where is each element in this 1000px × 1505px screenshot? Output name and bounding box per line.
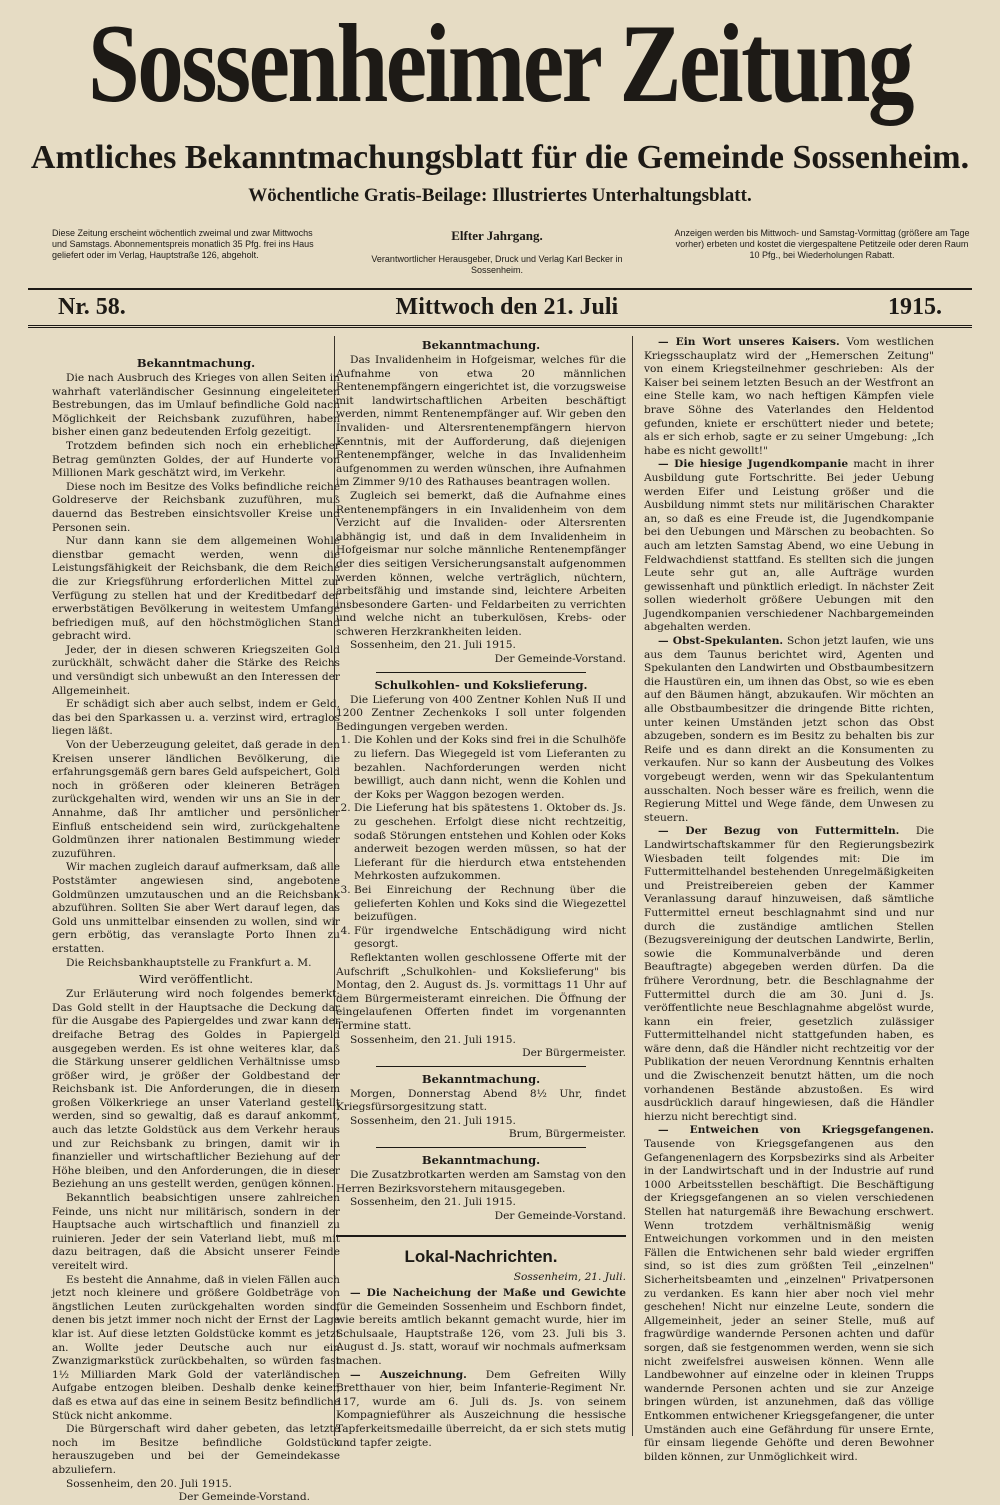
- news-text: für die Gemeinden Sossenheim und Eschborn findet, wie bereits amtlich bekannt gemacht wurde, hier im Schulsaale, Hauptstraße 126, vom 23. Juli bis 3. August d. Js. statt, worauf wir nochmals aufmerksam machen.: [336, 1300, 626, 1367]
- notice-heading: Bekanntmachung.: [421, 338, 541, 352]
- paragraph: Die Lieferung von 400 Zentner Kohlen Nuß II und 1200 Zentner Zechenkoks I soll unter folgenden Bedingungen vergeben werden.: [336, 693, 626, 733]
- supplement-line: Wöchentliche Gratis-Beilage: Illustriertes Unterhaltungsblatt.: [248, 185, 752, 206]
- subscription-info: Diese Zeitung erscheint wöchentlich zweimal und zwar Mittwochs und Samstags. Abonnementspreis monatlich 35 Pfg. frei ins Haus geliefert oder im Verlag, Hauptstraße 126, abgeholt.: [52, 228, 314, 260]
- notice-heading: Bekanntmachung.: [421, 1153, 541, 1168]
- volume-year: Elfter Jahrgang.: [451, 228, 543, 243]
- signature: Brum, Bürgermeister.: [508, 1128, 626, 1141]
- paragraph: Die Bürgerschaft wird daher gebeten, das letzte noch im Besitze befindliche Goldstück herauszugeben und bei der Gemeindekasse abzuliefern.: [52, 1423, 340, 1476]
- news-text: Tausende von Kriegsgefangenen aus den Gefangenenlagern des Korpsbezirks sind als Arbeiter in der Landwirtschaft und in der Industrie auf rund 1000 Arbeitsstellen beschäftigt. Die Beschäftigung der Kriegsgefangenen an so vielen verschiedenen Stellen hat naturgemäß ihre Bewachung erschwert. Wenn trotzdem verhältnismäßig wenig Entweichungen vorkommen und in den meisten Fällen die Entwichenen sehr bald wieder ergriffen sind, so ist dies zum größten Teil „einzelnen" Sicherheitsbeamten und „einzelnen" Privatpersonen zu verdanken. Es kann hier aber noch viel mehr geschehen! Nicht nur einzelne Leute, sondern die Allgemeinheit, jeder an seiner Stelle, muß auf fragwürdige wandernde Personen achten und dafür sorgen, daß sie festgenommen werden, wenn sie sich nicht zweifelsfrei ausweisen können. Wenn alle Landbewohner auf einzelne oder in kleinen Trupps wandernde Personen achten und sie zur Anzeige bringen würden, ist anzunehmen, daß das völlige Entkommen entwichener Kriegsgefangener, die unter Umständen auch eine Gefährdung für unsere Ernte, für einsam liegende Gehöfte und deren Bewohner bilden können, zur Unmöglichkeit wird.: [644, 1138, 934, 1463]
- divider: [376, 1066, 586, 1067]
- dateline: Sossenheim, den 21. Juli 1915.: [350, 639, 516, 652]
- column-rule: [632, 336, 633, 1436]
- news-text: Vom westlichen Kriegsschauplatz wird der „Hemerschen Zeitung" von einem Kriegsteilnehmer geschrieben: Als der Kaiser bei seinem letzten Besuch an der Westfront an eine Stelle kam, wo nach heftigen Kämpfen viele brave Söhne des Vaterlandes den Heldentod gefunden, kniete er erschüttert nieder und betete; als er sich erhob, sagte er zu seiner Umgebung: „Ich habe es nicht gewollt!": [644, 336, 934, 457]
- signature: Die Reichsbankhauptstelle zu Frankfurt a. M.: [66, 956, 312, 969]
- news-text: Schon jetzt laufen, wie uns aus dem Taunus berichtet wird, Agenten und Spekulanten den Landwirten und Obstbaumbesitzern die Haustüren ein, um ihnen das Obst, so wie es eben auf den Bäumen hängt, abzukaufen. Wir möchten an alle Obstbaumbesitzer die dringende Bitte richten, unter keinen Umständen jetzt schon das Obst abzugeben, sondern es im Besitz zu behalten bis zur Reife und es dann direkt an die Konsumenten zu verkaufen. Nur so kann der Ausbeutung des Volkes vorgebeugt werden, wenn wir das Spekulantentum ausschalten. Noch besser wäre es freilich, wenn die Regierung Mittel und Wege fände, dem Unwesen zu steuern.: [644, 635, 934, 824]
- info-bar: [52, 228, 972, 280]
- news-lead: — Ein Wort unseres Kaisers.: [658, 336, 840, 348]
- list-item: 4. Für irgendwelche Entschädigung wird nicht gesorgt.: [354, 925, 626, 952]
- paragraph: Reflektanten wollen geschlossene Offerte mit der Aufschrift „Schulkohlen- und Kokslieferung" bis Montag, den 2. August ds. Js. vormittags 11 Uhr auf dem Bürgermeisteramt einreichen. Die Öffnung der eingelaufenen Offerten findet im vorgenannten Termine statt.: [336, 951, 626, 1032]
- paragraph: Von der Ueberzeugung geleitet, daß gerade in den Kreisen unserer ländlichen Bevölkerung, die erfahrungsgemäß gern bares Geld aufspeichert, Gold noch in größeren oder kleineren Beträgen zurückgehalten wird, wenden wir uns an Sie in der Annahme, daß Ihr amtlicher und persönlicher Einfluß entscheidend sein wird, zurückgehaltene Goldmünzen ihrer nationalen Bestimmung wieder zuzuführen.: [52, 739, 341, 860]
- column-1: [52, 336, 341, 1504]
- notice-heading: Bekanntmachung.: [421, 1071, 541, 1086]
- signature: Der Gemeinde-Vorstand.: [494, 1209, 626, 1222]
- list-item: 2. Die Lieferung hat bis spätestens 1. Oktober ds. Js. zu geschehen. Erfolgt diese nicht rechtzeitig, sodaß Störungen entstehen und Kohlen oder Koks anderweit bezogen werden müssen, so hat der Lieferant für die hierdurch etwa entstehenden Mehrkosten aufzukommen.: [354, 802, 626, 884]
- news-text: Die Landwirtschaftskammer für den Regierungsbezirk Wiesbaden teilt folgendes mit: Die im Futtermittelhandel bestehenden Unregelmäßigkeiten und Preistreibereien geben der Kammer Veranlassung darauf hinzuweisen, daß sämtliche Futtermittel erneut beschlagnahmt sind und nur durch die zuständige amtlichen Stellen (Bezugsvereinigung der deutschen Landwirte, Berlin, sowie die Kommunalverbände und deren Beauftragte) abgegeben werden dürfen. Da die frühere Verordnung, betr. die Beschlagnahme der Futtermittel durch die am 30. Juni d. Js. veröffentlichte neue Beschlagnahme abgelöst wurde, kann ein freier, gesetzlich zulässiger Futtermittelhandel nicht stattgefunden haben, es wäre denn, daß die Händler nicht rechtzeitig vor der Publikation der neuen Verordnung Kenntnis erhalten und die Zwischenzeit benutzt hätten, um die noch vorhandenen Bestände abzustoßen. Es wird ausdrücklich darauf hingewiesen, daß die Händler hierzu nicht berechtigt sind.: [644, 825, 934, 1123]
- notice-heading: Bekanntmachung.: [136, 356, 256, 370]
- publisher-line: Verantwortlicher Herausgeber, Druck und Verlag Karl Becker in Sossenheim.: [371, 254, 623, 275]
- news-lead: — Die hiesige Jugendkompanie: [658, 458, 849, 471]
- issue-bar: [28, 288, 972, 328]
- news-text: macht in ihrer Ausbildung gute Fortschritte. Bei jeder Uebung werden Eifer und Leistung größer und die Ausbildung nimmt stets nur militärischen Charakter an, so daß es eine Freude ist, die Jugendkompanie bei den Uebungen und Märschen zu beobachten. So auch am letzten Samstag Abend, wo eine Uebung in Feldwachdienst stattfand. Es stellten sich die jungen Leute sehr gut an, alle Aufträge wurden gewissenhaft und pünktlich erledigt. In nächster Zeit sollen wiederholt größere Uebungen mit den Jugendkompanien verschiedener Nachbargemeinden abgehalten werden.: [644, 458, 934, 634]
- paragraph: Diese noch im Besitze des Volks befindliche reiche Goldreserve der Reichsbank zuzuführen, muß dauernd das Bestreben einsichtsvoller Kreise und Personen sein.: [52, 480, 340, 534]
- column-2: [336, 336, 626, 1449]
- paragraph: Jeder, der in diesen schweren Kriegszeiten Gold zurückhält, schwächt daher die Stärke des Reichs und versündigt sich unbewußt an den Interessen der Allgemeinheit.: [52, 643, 340, 697]
- paragraph: Wir machen zugleich darauf aufmerksam, daß alle Poststämter angewiesen sind, angebotene Goldmünzen umzutauschen und an die Reichsbank abzuführen. Sollten Sie aber Wert darauf legen, das Gold uns unmittelbar einsenden zu wollen, sind wir gern erbötig, das veranslagte Porto Ihnen zu erstatten.: [52, 861, 340, 955]
- paragraph: Die nach Ausbruch des Krieges von allen Seiten in wahrhaft vaterländischer Gesinnung eingeleiteten Bestrebungen, das im Umlauf befindliche Gold nach Möglichkeit der Reichsbank zuzuführen, haben bisher einen ganz bedeutenden Erfolg gezeitigt.: [52, 372, 340, 439]
- news-lead: — Der Bezug von Futtermitteln.: [658, 825, 900, 838]
- notice-heading: Schulkohlen- und Kokslieferung.: [374, 677, 588, 692]
- list-item: 1. Die Kohlen und der Koks sind frei in die Schulhöfe zu liefern. Das Wiegegeld ist vom Lieferanten zu bezahlen. Nachforderungen werden nicht bewilligt, auch dann nicht, wenn die Kohlen und der Koks per Waggon bezogen werden.: [354, 734, 626, 802]
- masthead: [0, 2, 1000, 208]
- column-3: [644, 336, 934, 1463]
- news-lead: — Entweichen von Kriegsgefangenen.: [658, 1124, 934, 1137]
- newspaper-subtitle: Amtliches Bekanntmachungsblatt für die Gemeinde Sossenheim.: [30, 139, 970, 176]
- dateline: Sossenheim, 21. Juli.: [513, 1271, 626, 1284]
- local-news-title: Lokal-Nachrichten.: [336, 1235, 626, 1267]
- dateline: Sossenheim, den 20. Juli 1915.: [66, 1477, 232, 1490]
- paragraph: Zur Erläuterung wird noch folgendes bemerkt: Das Gold stellt in der Hauptsache die Deckung dar für die Ausgabe des Papiergeldes und zwar kann der dreifache Betrag des Goldes in Papiergeld ausgegeben werden. Es ist ohne weiteres klar, daß die Stärkung unserer geldlichen Verhältnisse umso größer wird, je größer der Goldbestand der Reichsbank ist. Die Anforderungen, die in diesem großen Völkerkriege an unser Vaterland gestellt werden, sind so gewaltig, daß es darauf ankommt, auch das letzte Goldstück aus dem Verkehr heraus und zur Reichsbank zu bringen, damit wir in finanzieller und wirtschaftlicher Beziehung auf der Höhe bleiben, und den Anforderungen, die in dieser Beziehung an uns gestellt werden, genügen können.: [52, 988, 340, 1191]
- dateline: Sossenheim, den 21. Juli 1915.: [350, 1196, 516, 1209]
- news-lead: — Auszeichnung.: [350, 1368, 467, 1381]
- issue-date: Mittwoch den 21. Juli: [395, 294, 619, 320]
- divider: [376, 672, 586, 673]
- dateline: Sossenheim, den 21. Juli 1915.: [350, 1033, 516, 1046]
- dateline: Sossenheim, den 21. Juli 1915.: [350, 1114, 516, 1127]
- paragraph: Nur dann kann sie dem allgemeinen Wohle dienstbar gemacht werden, wenn die Leistungsfähigkeit der Reichsbank, die dem Reiche die zur Kriegsführung erforderlichen Mittel zur Verfügung zu stellen hat und der Kreditbedarf der erwerbstätigen Bevölkerung in weitestem Umfange befriedigen muß, auf den höchstmöglichen Stand gebracht wird.: [52, 535, 340, 643]
- paragraph: Zugleich sei bemerkt, daß die Aufnahme eines Rentenempfängers in ein Invalidenheim von dem Verzicht auf die Invaliden- oder Altersrenten abhängig ist, und daß in dem Invalidenheim in Hofgeismar nur solche männliche Rentenempfänger der dies seitigen Versicherungsanstalt aufgenommen werden können, welche verträglich, nüchtern, arbeitsfähig und imstande sind, leichtere Arbeiten insbesondere Garten- und Feldarbeiten zu verrichten und welche nicht an tuberkulösen, Krebs- oder schweren Herzkrankheiten leiden.: [336, 489, 626, 638]
- list-item: 3. Bei Einreichung der Rechnung über die gelieferten Kohlen und Koks sind die Wiegezettel beizufügen.: [354, 884, 626, 925]
- news-lead: — Obst-Spekulanten.: [658, 635, 784, 648]
- paragraph: Das Invalidenheim in Hofgeismar, welches für die Aufnahme von etwa 20 männlichen Rentenempfängern eingerichtet ist, die vorzugsweise mit landwirtschaftlichen Arbeiten beschäftigt werden, nimmt Rentenempfänger auf. Wir geben den Invaliden- und Altersrentenempfängern hiervon Kenntnis, mit der Aufforderung, daß diejenigen Rentenempfänger, welche in das Invalidenheim aufgenommen zu werden wünschen, ihre Aufnahmen im Zimmer 9/10 des Rathauses beantragen wollen.: [336, 354, 626, 489]
- notice-heading: Wird veröffentlicht.: [138, 972, 254, 987]
- conditions-list: [336, 734, 626, 952]
- signature: Der Bürgermeister.: [522, 1047, 626, 1060]
- publisher-info: [367, 228, 627, 280]
- signature: Der Gemeinde-Vorstand.: [494, 653, 626, 666]
- news-text: Dem Gefreiten Willy Bretthauer von hier, beim Infanterie-Regiment Nr. 117, wurde am 6. Juli ds. Js. von seinem Kompagnieführer als Auszeichnung die hessische Tapferkeitsmedaille überreicht, da er sich stets mutig und tapfer zeigte.: [336, 1368, 626, 1449]
- paragraph: Die Zusatzbrotkarten werden am Samstag von den Herren Bezirksvorstehern mitausgegeben.: [336, 1169, 626, 1195]
- news-lead: — Die Nacheichung der Maße und Gewichte: [350, 1287, 626, 1300]
- issue-number: Nr. 58.: [58, 294, 126, 320]
- paragraph: Er schädigt sich aber auch selbst, indem er Geld, das bei den Sparkassen u. a. verzinst wird, ertraglos liegen läßt.: [52, 698, 340, 738]
- paragraph: Es besteht die Annahme, daß in vielen Fällen auch jetzt noch kleinere und größere Goldbeträge von ängstlichen Leuten zurückgehalten worden sind, denen bis jetzt immer noch nicht der Ernst der Lage klar ist. Auf diese letzten Goldstücke kommt es jetzt an. Wollte jeder Deutsche auch nur ein Zwanzigmarkstück zurückbehalten, so würden fast 1½ Milliarden Mark Gold der vaterländischen Aufgabe entzogen bleiben. Deshalb denke keiner, daß es etwa auf das eine in seinem Besitz befindliche Stück nicht ankomme.: [52, 1273, 340, 1422]
- paragraph: Trotzdem befinden sich noch ein erheblicher Betrag gemünzten Goldes, der auf Hunderte von Millionen Mark geschätzt wird, im Verkehr.: [52, 439, 340, 480]
- issue-year: 1915.: [887, 294, 942, 320]
- signature: Der Gemeinde-Vorstand.: [178, 1491, 310, 1504]
- newspaper-title: Sossenheimer Zeitung: [88, 2, 912, 126]
- paragraph: Morgen, Donnerstag Abend 8½ Uhr, findet Kriegsfürsorgesitzung statt.: [336, 1087, 626, 1114]
- divider: [376, 1147, 586, 1148]
- paragraph: Bekanntlich beabsichtigen unsere zahlreichen Feinde, uns nicht nur militärisch, sondern in der Hauptsache auch wirtschaftlich und finanziell zu ruinieren. Jeder der sein Vaterland liebt, muß mit dazu beitragen, daß die Absicht unserer Feinde vereitelt wird.: [52, 1192, 340, 1272]
- article-columns: [28, 336, 972, 1504]
- advertising-info: Anzeigen werden bis Mittwoch- und Samstag-Vormittag (größere am Tage vorher) erbeten und kostet die viergespaltene Petitzeile oder deren Raum 10 Pfg., bei Wiederholungen Rabatt.: [674, 228, 970, 260]
